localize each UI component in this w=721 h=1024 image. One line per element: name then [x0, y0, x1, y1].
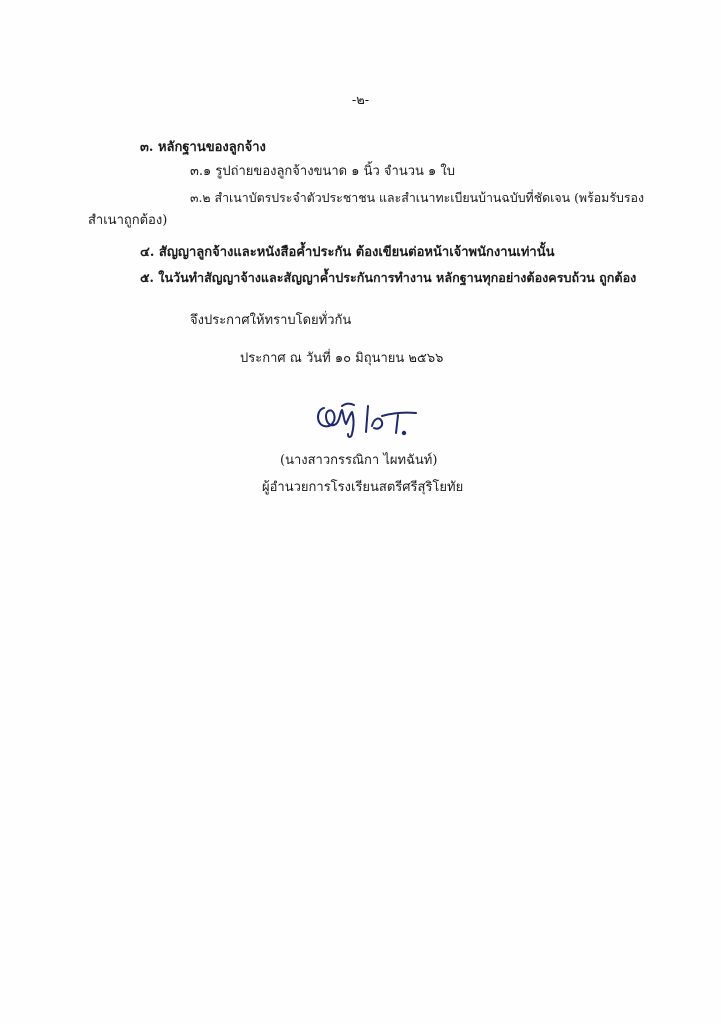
section-3-item-1: ๓.๑ รูปถ่ายของลูกจ้างขนาด ๑ นิ้ว จำนวน ๑ ใบ: [190, 164, 456, 179]
section-3-heading: ๓. หลักฐานของลูกจ้าง: [140, 140, 266, 155]
section-4: ๔. สัญญาลูกจ้างและหนังสือค้ำประกัน ต้องเขียนต่อหน้าเจ้าพนักงานเท่านั้น: [140, 245, 555, 260]
page-number: -๒-: [351, 93, 370, 108]
section-3-item-2-line-1: ๓.๒ สำเนาบัตรประจำตัวประชาชน และสำเนาทะเบียนบ้านฉบับที่ชัดเจน (พร้อมรับรอง: [190, 190, 645, 205]
signer-name: (นางสาวกรรณิกา ไผทฉันท์): [280, 453, 438, 468]
section-5: ๕. ในวันทำสัญญาจ้างและสัญญาค้ำประกันการทำงาน หลักฐานทุกอย่างต้องครบถ้วน ถูกต้อง: [140, 270, 637, 285]
signer-title: ผู้อำนวยการโรงเรียนสตรีศรีสุริโยทัย: [262, 480, 464, 495]
announcement-text: จึงประกาศให้ทราบโดยทั่วกัน: [190, 313, 352, 328]
signature-image: [312, 400, 422, 442]
date-line: ประกาศ ณ วันที่ ๑๐ มิถุนายน ๒๕๖๖: [240, 351, 444, 366]
section-3-item-2-line-2: สำเนาถูกต้อง): [88, 213, 168, 228]
